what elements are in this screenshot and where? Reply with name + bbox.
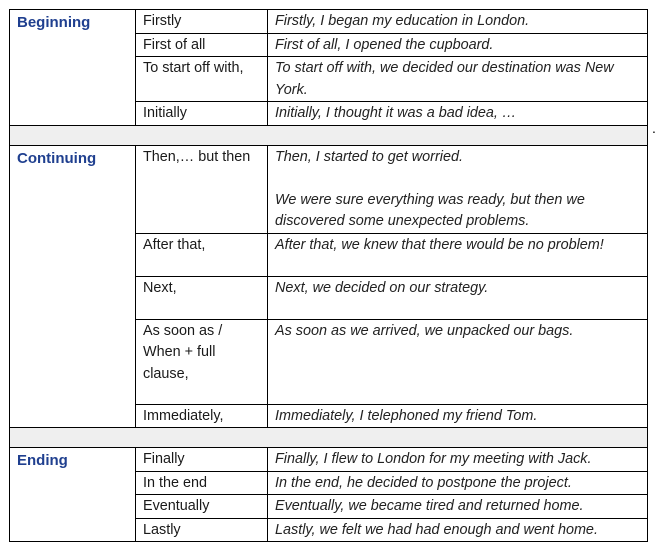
phrase-cell: Next, — [136, 276, 268, 319]
phrase-cell: First of all — [136, 33, 268, 57]
phrase-cell: To start off with, — [136, 57, 268, 102]
phrase-cell: Lastly — [136, 518, 268, 542]
category-ending: Ending — [10, 448, 136, 542]
stray-mark: . — [652, 120, 656, 136]
example-cell: Firstly, I began my education in London. — [268, 10, 648, 34]
example-cell: Initially, I thought it was a bad idea, … — [268, 102, 648, 126]
table-row — [10, 145, 648, 233]
sequencing-words-table — [9, 9, 648, 542]
example-cell: First of all, I opened the cupboard. — [268, 33, 648, 57]
example-cell: As soon as we arrived, we unpacked our bags. — [268, 319, 648, 404]
separator-row — [10, 125, 648, 145]
phrase-cell: Initially — [136, 102, 268, 126]
example-cell — [268, 145, 648, 233]
phrase-cell: Immediately, — [136, 404, 268, 428]
example-cell: In the end, he decided to postpone the project. — [268, 471, 648, 495]
phrase-cell: After that, — [136, 233, 268, 276]
example-cell: Finally, I flew to London for my meeting with Jack. — [268, 448, 648, 472]
example-cell: Eventually, we became tired and returned home. — [268, 495, 648, 519]
example-text: We were sure everything was ready, but then we discovered some unexpected problems. — [275, 191, 585, 229]
phrase-cell: Firstly — [136, 10, 268, 34]
category-beginning: Beginning — [10, 10, 136, 126]
phrase-cell: As soon as / When + full clause, — [136, 319, 268, 404]
phrase-cell: Eventually — [136, 495, 268, 519]
blank-line — [275, 168, 640, 190]
separator-cell — [10, 125, 648, 145]
separator-cell — [10, 428, 648, 448]
phrase-cell: In the end — [136, 471, 268, 495]
table-row — [10, 10, 648, 34]
example-cell: Next, we decided on our strategy. — [268, 276, 648, 319]
example-text: Then, I started to get worried. — [275, 148, 463, 165]
example-cell: After that, we knew that there would be no problem! — [268, 233, 648, 276]
table-row — [10, 448, 648, 472]
category-continuing: Continuing — [10, 145, 136, 428]
example-cell: Lastly, we felt we had had enough and went home. — [268, 518, 648, 542]
phrase-cell: Then,… but then — [136, 145, 268, 233]
separator-row — [10, 428, 648, 448]
example-cell: To start off with, we decided our destination was New York. — [268, 57, 648, 102]
phrase-cell: Finally — [136, 448, 268, 472]
example-cell: Immediately, I telephoned my friend Tom. — [268, 404, 648, 428]
